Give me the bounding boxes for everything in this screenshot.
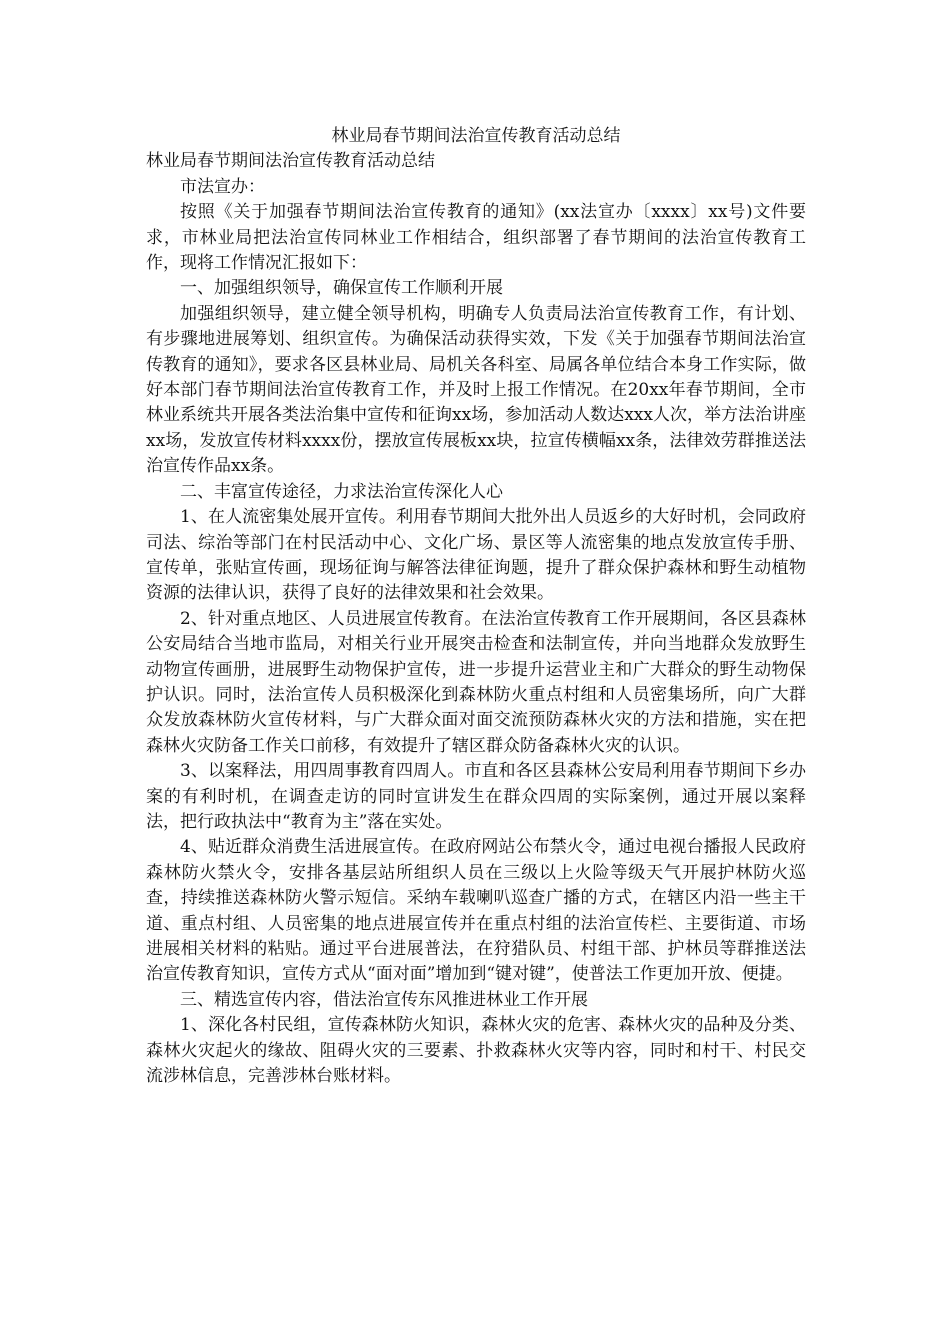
section-heading-2: 二、丰富宣传途径，力求法治宣传深化人心	[180, 481, 503, 502]
section-heading-1: 一、加强组织领导，确保宣传工作顺利开展	[180, 278, 503, 299]
section-2-item-4: 4、贴近群众消费生活进展宣传。在政府网站公布禁火令，通过电视台播报人民政府森林防火禁火令，安排各基层站所组织人员在三级以上火险等级天气开展护林防火巡查，持续推送森林防火警示短信。采纳车载喇叭巡查广播的方式，在辖区内沿一些主干道、重点村组、人员密集的地点进展宣传并在重点村组的法治宣传栏、主要街道、市场进展相关材料的粘贴。通过平台进展普法，在狩猎队员、村组干部、护林员等群推送法治宣传教育知识，宣传方式从“面对面”增加到“键对键”，使普法工作更加开放、便捷。	[146, 837, 806, 985]
section-1-paragraph: 加强组织领导，建立健全领导机构，明确专人负责局法治宣传教育工作，有计划、有步骤地进展筹划、组织宣传。为确保活动获得实效，下发《关于加强春节期间法治宣传教育的通知》，要求各区县林业局、局机关各科室、局属各单位结合本身工作实际，做好本部门春节期间法治宣传教育工作，并及时上报工作情况。在20xx年春节期间，全市林业系统共开展各类法治集中宣传和征询xx场，参加活动人数达xxx人次，举方法治讲座xx场，发放宣传材料xxxx份，摆放宣传展板xx块，拉宣传横幅xx条，法律效劳群推送法治宣传作品xx条。	[146, 303, 806, 477]
section-3-item-1: 1、深化各村民组，宣传森林防火知识，森林火灾的危害、森林火灾的品种及分类、森林火灾起火的缘故、阻碍火灾的三要素、扑救森林火灾等内容，同时和村干、村民交流涉林信息，完善涉林台账材料。	[146, 1015, 806, 1087]
document-title: 林业局春节期间法治宣传教育活动总结	[331, 126, 621, 146]
document-body	[146, 124, 806, 1089]
addressee-line: 市法宣办：	[180, 176, 265, 197]
intro-paragraph: 按照《关于加强春节期间法治宣传教育的通知》(xx法宣办〔xxxx〕xx号)文件要求，市林业局把法治宣传同林业工作相结合，组织部署了春节期间的法治宣传教育工作，现将工作情况汇报如下：	[146, 202, 806, 274]
section-2-item-2: 2、针对重点地区、人员进展宣传教育。在法治宣传教育工作开展期间，各区县森林公安局结合当地市监局，对相关行业开展突击检查和法制宣传，并向当地群众发放野生动物宣传画册，进展野生动物保护宣传，进一步提升运营业主和广大群众的野生动物保护认识。同时，法治宣传人员积极深化到森林防火重点村组和人员密集场所，向广大群众发放森林防火宣传材料，与广大群众面对面交流预防森林火灾的方法和措施，实在把森林火灾防备工作关口前移，有效提升了辖区群众防备森林火灾的认识。	[146, 608, 806, 756]
section-heading-3: 三、精选宣传内容，借法治宣传东风推进林业工作开展	[180, 989, 588, 1010]
document-subtitle: 林业局春节期间法治宣传教育活动总结	[146, 151, 435, 172]
section-2-item-1: 1、在人流密集处展开宣传。利用春节期间大批外出人员返乡的大好时机，会同政府司法、综治等部门在村民活动中心、文化广场、景区等人流密集的地点发放宣传手册、宣传单，张贴宣传画，现场征询与解答法律征询题，提升了群众保护森林和野生动植物资源的法律认识，获得了良好的法律效果和社会效果。	[146, 507, 806, 604]
section-2-item-3: 3、以案释法，用四周事教育四周人。市直和各区县森林公安局利用春节期间下乡办案的有利时机，在调查走访的同时宣讲发生在群众四周的实际案例，通过开展以案释法，把行政执法中“教育为主”落在实处。	[146, 761, 806, 832]
